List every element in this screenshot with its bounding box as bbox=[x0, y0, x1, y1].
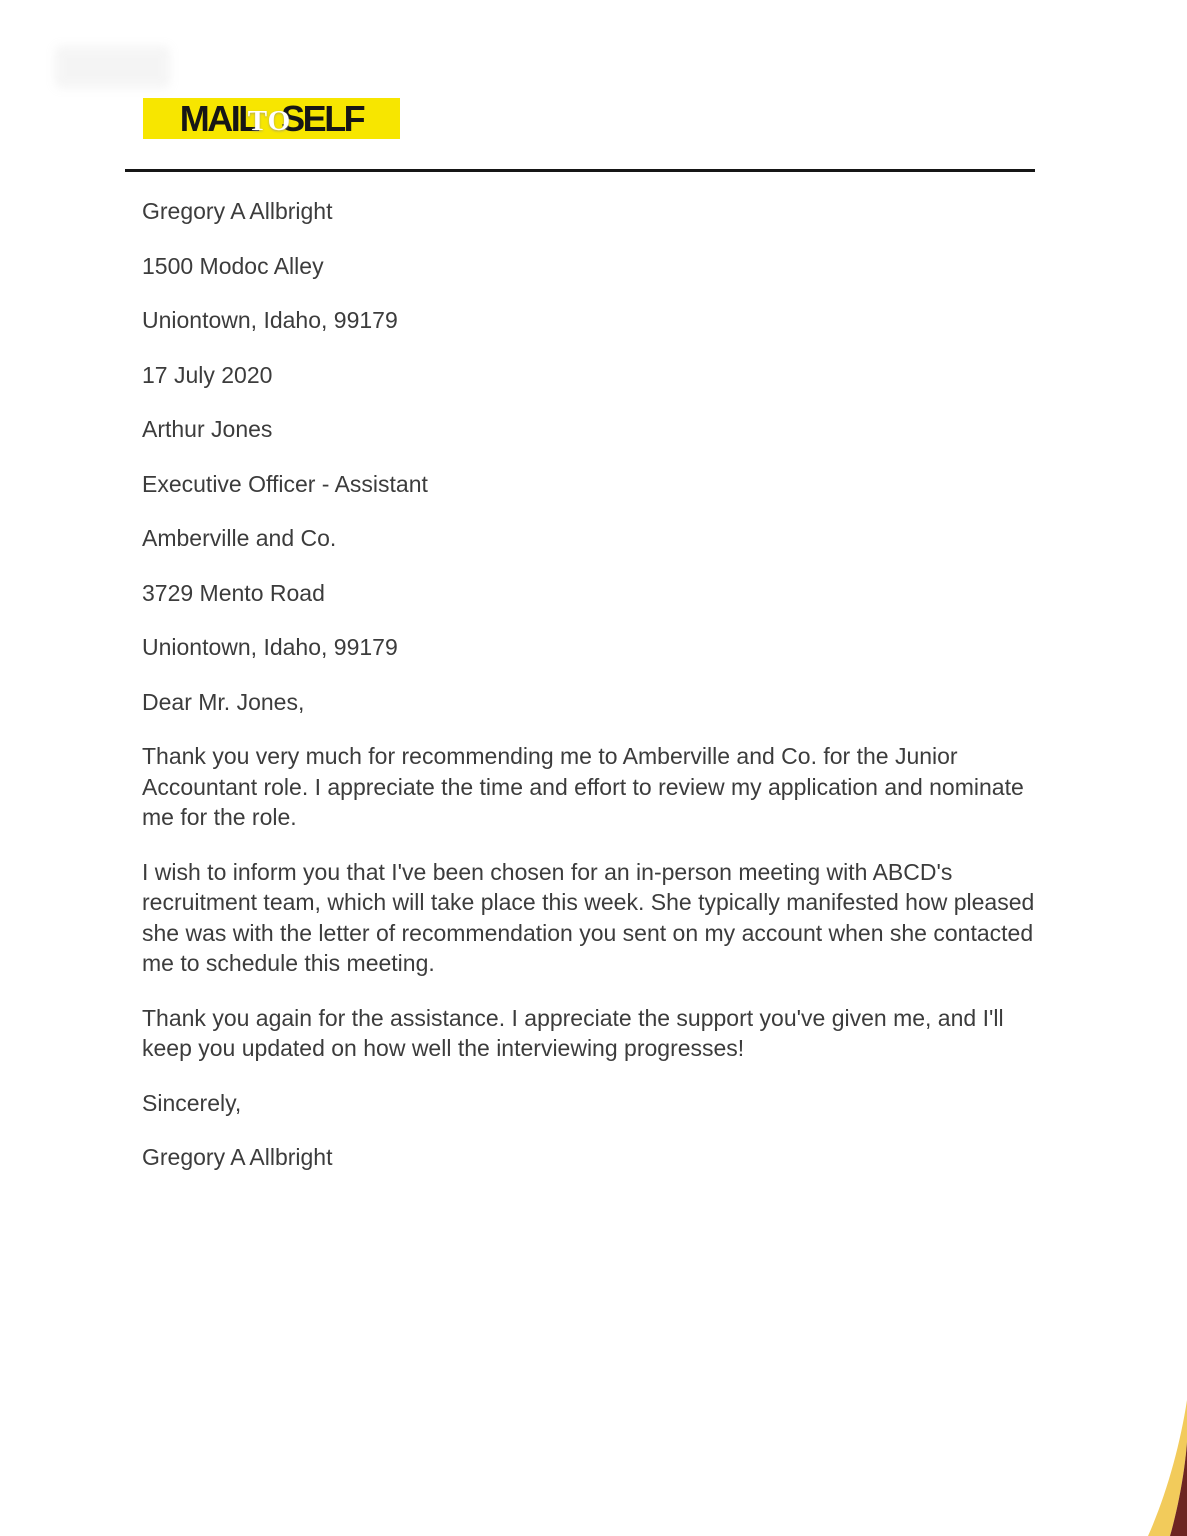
sender-address-line2: Uniontown, Idaho, 99179 bbox=[142, 307, 398, 333]
salutation: Dear Mr. Jones, bbox=[142, 688, 305, 715]
body-paragraph-3: Thank you again for the assistance. I appreciate the support you've given me, and I'll keep you updated on how well the interviewing progresses! bbox=[142, 1004, 1004, 1061]
body-paragraph-2: I wish to inform you that I've been chosen for an in-person meeting with ABCD's recruitment team, which will take place this week. She typically manifested how pleased she was with the letter of recommendation you sent on my account when she contacted me to schedule this meeting. bbox=[142, 858, 1035, 976]
body-paragraph-1: Thank you very much for recommending me to Amberville and Co. for the Junior Accountant role. I appreciate the time and effort to review my application and nominate me for the role. bbox=[142, 743, 1024, 830]
logo-word-self: SELF bbox=[281, 97, 364, 139]
signature: Gregory A Allbright bbox=[142, 1144, 333, 1170]
sender-address-line1: 1500 Modoc Alley bbox=[142, 252, 324, 279]
corner-decoration bbox=[1140, 1396, 1187, 1536]
sender-name: Gregory A Allbright bbox=[142, 198, 333, 224]
letter-body bbox=[142, 196, 1044, 1197]
header-divider bbox=[125, 169, 1035, 172]
logo-word-mail: MAIL bbox=[179, 97, 258, 139]
recipient-name: Arthur Jones bbox=[142, 416, 273, 442]
mailtoself-logo bbox=[143, 98, 400, 139]
recipient-company: Amberville and Co. bbox=[142, 525, 337, 551]
scan-artifact bbox=[55, 46, 170, 88]
recipient-address-line1: 3729 Mento Road bbox=[142, 579, 325, 606]
letter-date: 17 July 2020 bbox=[142, 361, 273, 388]
recipient-title: Executive Officer - Assistant bbox=[142, 470, 428, 497]
closing: Sincerely, bbox=[142, 1089, 242, 1116]
recipient-address-line2: Uniontown, Idaho, 99179 bbox=[142, 634, 398, 660]
logo-word-to: TO bbox=[247, 105, 292, 137]
